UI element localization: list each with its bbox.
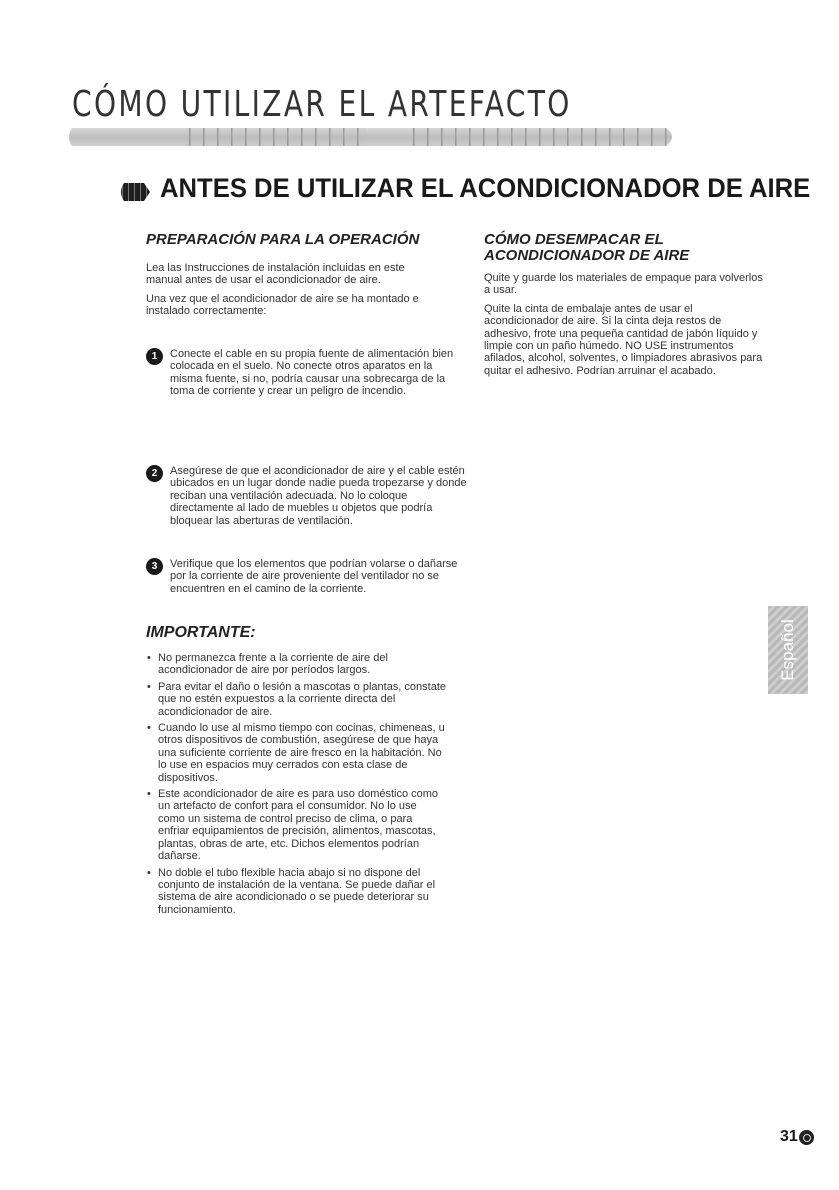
chapter-title: CÓMO UTILIZAR EL ARTEFACTO [72,84,572,125]
preparation-section [146,232,426,324]
unpacking-paragraph-2: Quite la cinta de embalaje antes de usar el acondicionador de aire. Si la cinta deja restos de adhesivo, frote una pequeña cantidad de jabón líquido y limpie con un paño húmedo. NO USE instrumentos afilados, alcohol, solventes, o limpiadores abrasivos para quitar el adhesivo. Podrían arruinar el acabado. [484,302,763,377]
list-item: • No permanezca frente a la corriente de aire del acondicionador de aire por períodos largos. [146,652,446,677]
preparation-paragraph-2: Una vez que el acondicionador de aire se ha montado e instalado correctamente: [146,292,419,318]
unpacking-paragraph-1: Quite y guarde los materiales de empaque para volverlos a usar. [484,272,763,297]
important-heading: IMPORTANTE: [146,624,256,641]
numbered-circle-icon: 1 [146,348,163,365]
list-item: • No doble el tubo flexible hacia abajo si no dispone del conjunto de instalación de la ventana. Se puede dañar el sistema de aire acondicionado o se puede deteriorar su funcionamiento. [146,867,446,917]
numbered-circle-icon: 2 [146,465,163,482]
decorative-stripe-bar-icon [66,126,678,148]
list-item: • Para evitar el daño o lesión a mascotas o plantas, constate que no estén expuestos a la corriente directa del acondicionador de aire. [146,681,446,718]
important-list [146,652,446,920]
section-title: ANTES DE UTILIZAR EL ACONDICIONADOR DE AIRE [160,173,811,203]
language-tab-label: Español [778,619,797,681]
step-text: Asegúrese de que el acondicionador de aire y el cable estén ubicados en un lugar donde nadie pueda tropezarse y donde reciban una ventilación adecuada. No lo coloque directamente al lado de muebles u objetos que podría bloquear las aberturas de ventilación. [170,465,467,527]
lg-logo-icon [799,1130,814,1145]
language-tab [768,606,808,694]
page-number: 31 [780,1128,798,1145]
unpacking-section [484,232,769,383]
step-item-3 [146,558,460,595]
numbered-circle-icon: 3 [146,558,163,575]
unpacking-heading: CÓMO DESEMPACAR EL ACONDICIONADOR DE AIRE [484,231,690,264]
step-item-1 [146,348,455,398]
section-marker-icon [118,181,150,203]
preparation-paragraph-1: Lea las Instrucciones de instalación incluidas en este manual antes de usar el acondicionador de aire. [146,262,405,287]
list-item: • Este acondicionador de aire es para uso doméstico como un artefacto de confort para el consumidor. No lo use como un sistema de control preciso de clima, o para enfriar equipamientos de precisión, alimentos, mascotas, plantas, obras de arte, etc. Dichos elementos podrían dañarse. [146,788,446,862]
step-text: Verifique que los elementos que podrían volarse o dañarse por la corriente de aire proveniente del ventilador no se encuentren en el camino de la corriente. [170,558,458,595]
list-item: • Cuando lo use al mismo tiempo con cocinas, chimeneas, u otros dispositivos de combustión, asegúrese de que haya una suficiente corriente de aire fresco en la habitación. No lo use en espacios muy cerrados con esta clase de dispositivos. [146,722,446,784]
step-text: Conecte el cable en su propia fuente de alimentación bien colocada en el suelo. No conecte otros aparatos en la misma fuente, si no, podría causar una sobrecarga de la toma de corriente y crear un peligro de incendio. [170,348,454,398]
step-item-2 [146,465,470,527]
preparation-heading: PREPARACIÓN PARA LA OPERACIÓN [146,231,420,248]
